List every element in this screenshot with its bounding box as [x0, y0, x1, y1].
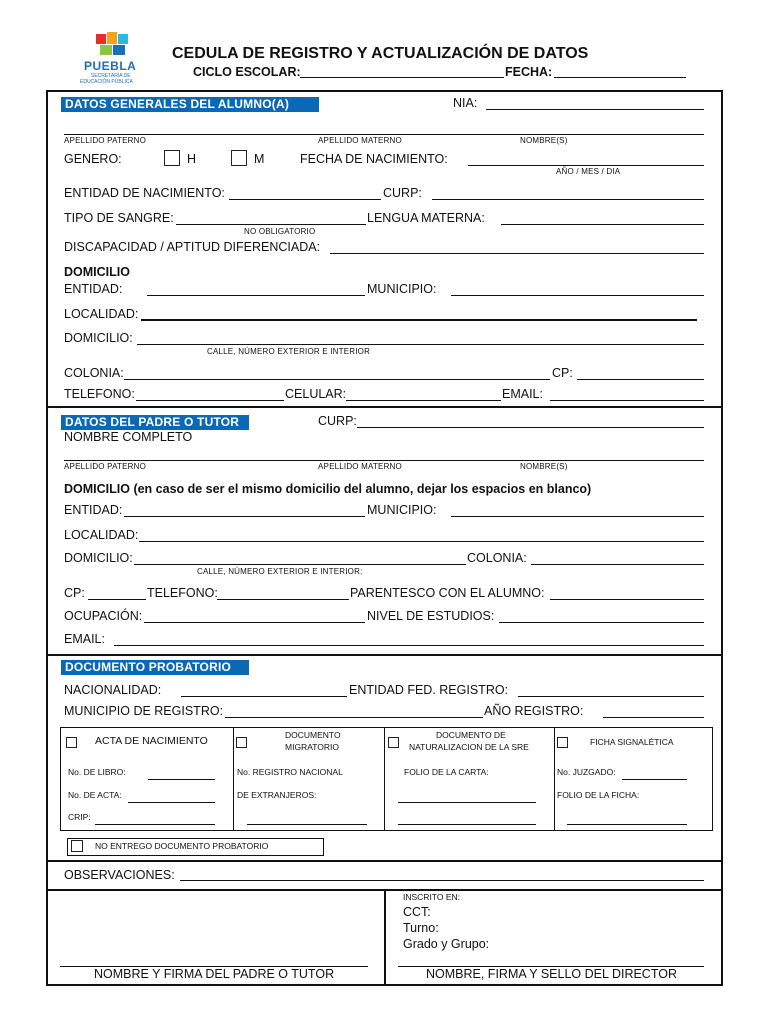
ficha-title: FICHA SIGNALÉTICA [590, 737, 674, 747]
lengua-field[interactable] [501, 224, 704, 225]
telefono-field[interactable] [136, 400, 284, 401]
padre-entidad-label: ENTIDAD: [64, 503, 123, 517]
sangre-label: TIPO DE SANGRE: [64, 211, 174, 225]
genero-label: GENERO: [64, 152, 122, 166]
inscrito-label: INSCRITO EN: [403, 892, 460, 902]
ciclo-field[interactable] [300, 77, 504, 78]
nombres-caption: NOMBRE(S) [520, 136, 568, 145]
nacionalidad-label: NACIONALIDAD: [64, 683, 162, 697]
discap-label: DISCAPACIDAD / APTITUD DIFERENCIADA: [64, 240, 321, 254]
cct-label: CCT: [403, 905, 431, 919]
padre-ap-materno-caption: APELLIDO MATERNO [318, 462, 402, 471]
juzgado-label: No. JUZGADO: [557, 767, 616, 777]
band-alumno: DATOS GENERALES DEL ALUMNO(A) [61, 97, 319, 112]
grado-label: Grado y Grupo: [403, 937, 490, 951]
discap-field[interactable] [330, 253, 704, 254]
domicilio-field[interactable] [137, 344, 704, 345]
padre-colonia-label: COLONIA: [467, 551, 527, 565]
genero-h-checkbox[interactable] [164, 150, 180, 166]
padre-telefono-label: TELEFONO: [147, 586, 218, 600]
nivel-label: NIVEL DE ESTUDIOS: [367, 609, 495, 623]
folio-carta-label: FOLIO DE LA CARTA: [404, 767, 489, 777]
registro-nacional-label: No. REGISTRO NACIONAL [237, 767, 343, 777]
firmas-divider [384, 889, 386, 986]
colonia-field[interactable] [124, 379, 550, 380]
naturalizacion-title-2: NATURALIZACION DE LA SRE [409, 742, 529, 752]
padre-curp-field[interactable] [357, 427, 704, 428]
ocupacion-label: OCUPACIÓN: [64, 609, 143, 623]
curp-label: CURP: [383, 186, 422, 200]
padre-calle-caption: CALLE, NÚMERO EXTERIOR E INTERIOR: [197, 567, 363, 576]
observaciones-field[interactable] [180, 880, 704, 881]
padre-nombre-field[interactable] [64, 460, 704, 461]
folio-ficha-label: FOLIO DE LA FICHA: [557, 790, 640, 800]
extranjeros-label: DE EXTRANJEROS: [237, 790, 317, 800]
naturalizacion-checkbox[interactable] [388, 737, 399, 748]
ciclo-label: CICLO ESCOLAR: [193, 65, 301, 79]
padre-cp-field[interactable] [88, 599, 146, 600]
municipio-label: MUNICIPIO: [367, 282, 437, 296]
doc-grid-divider-1 [233, 727, 234, 831]
libro-label: No. DE LIBRO: [68, 767, 126, 777]
juzgado-field[interactable] [622, 779, 687, 780]
lengua-label: LENGUA MATERNA: [367, 211, 485, 225]
genero-m-label: M [254, 152, 265, 166]
acta-no-field[interactable] [128, 802, 215, 803]
celular-label: CELULAR: [285, 387, 347, 401]
anio-reg-field[interactable] [603, 717, 704, 718]
migratorio-title-1: DOCUMENTO [285, 730, 341, 740]
entidad-field[interactable] [147, 295, 365, 296]
padre-localidad-field[interactable] [139, 541, 704, 542]
firma-director-label: NOMBRE, FIRMA Y SELLO DEL DIRECTOR [426, 967, 677, 981]
folio-ficha-field[interactable] [567, 824, 687, 825]
localidad-label: LOCALIDAD: [64, 307, 139, 321]
acta-checkbox[interactable] [66, 737, 77, 748]
observaciones-label: OBSERVACIONES: [64, 868, 175, 882]
padre-cp-label: CP: [64, 586, 85, 600]
no-entrego-label: NO ENTREGO DOCUMENTO PROBATORIO [95, 841, 269, 851]
acta-title: ACTA DE NACIMIENTO [95, 735, 208, 747]
padre-nombre-label: NOMBRE COMPLETO [64, 430, 193, 444]
nia-label: NIA: [453, 96, 478, 110]
entidad-fed-field[interactable] [518, 696, 704, 697]
crip-field[interactable] [95, 824, 215, 825]
localidad-field[interactable] [141, 319, 697, 321]
padre-localidad-label: LOCALIDAD: [64, 528, 139, 542]
ap-paterno-caption: APELLIDO PATERNO [64, 136, 147, 145]
padre-colonia-field[interactable] [531, 564, 704, 565]
fecha-field[interactable] [554, 77, 686, 78]
folio-carta-field[interactable] [398, 802, 536, 803]
parentesco-field[interactable] [550, 599, 704, 600]
logo-sub1: SECRETARÍA DE [91, 73, 131, 79]
ficha-checkbox[interactable] [557, 737, 568, 748]
acta-no-label: No. DE ACTA: [68, 790, 122, 800]
telefono-label: TELEFONO: [64, 387, 135, 401]
entidad-fed-label: ENTIDAD FED. REGISTRO: [349, 683, 509, 697]
no-obligatorio-caption: NO OBLIGATORIO [244, 227, 316, 236]
sangre-field[interactable] [176, 224, 366, 225]
calle-caption: CALLE, NÚMERO EXTERIOR E INTERIOR [207, 347, 371, 356]
curp-field[interactable] [432, 199, 704, 200]
genero-m-checkbox[interactable] [231, 150, 247, 166]
nombre-alumno-field[interactable] [64, 134, 704, 135]
cp-label: CP: [552, 366, 573, 380]
ap-materno-caption: APELLIDO MATERNO [318, 136, 402, 145]
logo [70, 30, 150, 85]
padre-telefono-field[interactable] [217, 599, 349, 600]
padre-ap-paterno-caption: APELLIDO PATERNO [64, 462, 147, 471]
crip-label: CRIP: [68, 812, 91, 822]
fecha-format-caption: AÑO / MES / DIA [556, 167, 621, 176]
firma-padre-label: NOMBRE Y FIRMA DEL PADRE O TUTOR [94, 967, 335, 981]
genero-h-label: H [187, 152, 197, 166]
entidad-nac-field[interactable] [229, 199, 381, 200]
fecha-nac-field[interactable] [468, 165, 704, 166]
fecha-label: FECHA: [505, 65, 553, 79]
domicilio-heading: DOMICILIO [64, 265, 130, 279]
parentesco-label: PARENTESCO CON EL ALUMNO: [350, 586, 545, 600]
municipio-reg-label: MUNICIPIO DE REGISTRO: [64, 704, 224, 718]
colonia-label: COLONIA: [64, 366, 124, 380]
extranjeros-field[interactable] [247, 824, 367, 825]
padre-domicilio-label: DOMICILIO: [64, 551, 133, 565]
padre-entidad-field[interactable] [124, 516, 365, 517]
padre-email-field[interactable] [114, 645, 704, 646]
turno-label: Turno: [403, 921, 439, 935]
padre-domicilio-heading: DOMICILIO (en caso de ser el mismo domicilio del alumno, dejar los espacios en blanco) [64, 482, 592, 496]
no-entrego-checkbox[interactable] [71, 840, 83, 852]
band-padre: DATOS DEL PADRE O TUTOR [61, 415, 249, 430]
padre-municipio-field[interactable] [451, 516, 704, 517]
email-label: EMAIL: [502, 387, 543, 401]
anio-reg-label: AÑO REGISTRO: [484, 704, 584, 718]
padre-email-label: EMAIL: [64, 632, 105, 646]
doc-grid-divider-2 [384, 727, 385, 831]
band-documento: DOCUMENTO PROBATORIO [61, 660, 249, 675]
padre-domicilio-field[interactable] [134, 564, 466, 565]
padre-nombres-caption: NOMBRE(S) [520, 462, 568, 471]
page-title: CEDULA DE REGISTRO Y ACTUALIZACIÓN DE DATOS [172, 45, 589, 62]
entidad-label: ENTIDAD: [64, 282, 123, 296]
padre-curp-label: CURP: [318, 414, 357, 428]
ocupacion-field[interactable] [144, 622, 365, 623]
nia-field[interactable] [486, 109, 704, 110]
nivel-field[interactable] [499, 622, 704, 623]
domicilio-label: DOMICILIO: [64, 331, 133, 345]
cp-field[interactable] [577, 379, 704, 380]
municipio-field[interactable] [451, 295, 704, 296]
logo-sub2: EDUCACIÓN PÚBLICA [80, 79, 133, 85]
migratorio-title-2: MIGRATORIO [285, 742, 339, 752]
municipio-reg-field[interactable] [225, 717, 483, 718]
fecha-nac-label: FECHA DE NACIMIENTO: [300, 152, 448, 166]
naturalizacion-title-1: DOCUMENTO DE [436, 730, 506, 740]
entidad-nac-label: ENTIDAD DE NACIMIENTO: [64, 186, 225, 200]
padre-municipio-label: MUNICIPIO: [367, 503, 437, 517]
folio-carta-field-2[interactable] [398, 824, 536, 825]
logo-name: PUEBLA [84, 59, 137, 73]
celular-field[interactable] [346, 400, 501, 401]
nacionalidad-field[interactable] [181, 696, 347, 697]
migratorio-checkbox[interactable] [236, 737, 247, 748]
doc-grid-divider-3 [554, 727, 555, 831]
puebla-logo-icon [70, 30, 150, 62]
libro-field[interactable] [148, 779, 215, 780]
email-field[interactable] [550, 400, 704, 401]
